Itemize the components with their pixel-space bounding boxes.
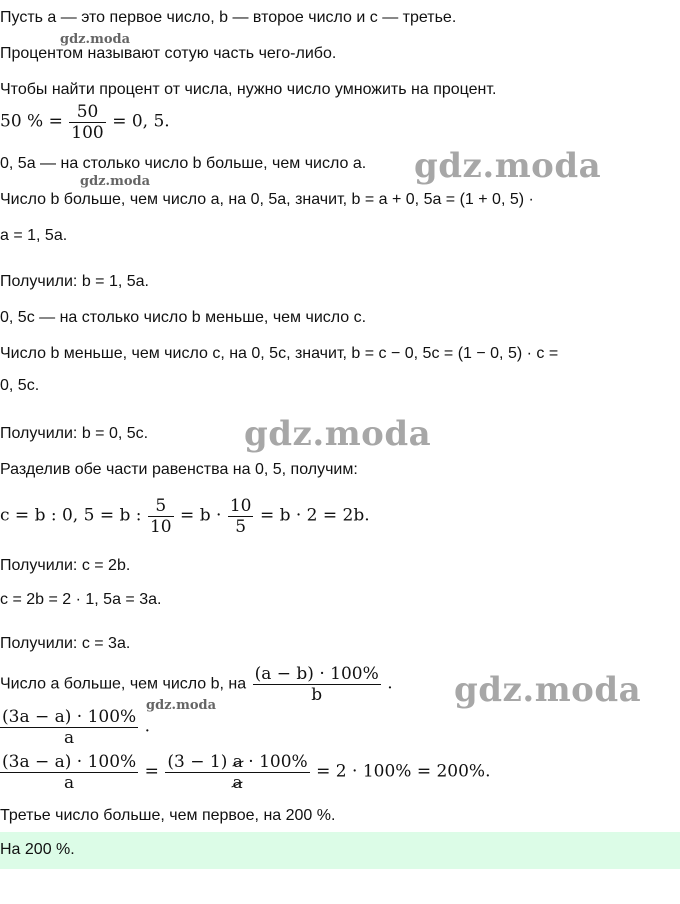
line-got-c-3a: Получили: c = 3a. [0,635,131,652]
watermark-small: gdz.moda [60,32,131,47]
text-a-greater: Число a больше, чем число b, на [0,675,247,693]
fraction-denominator: b [311,685,323,705]
eq-lhs: 50 % = [0,111,63,132]
line-percent-rule: Чтобы найти процент от числа, нужно число умножить на процент. [0,81,497,98]
line-b-derivation: Число b больше, чем число a, на 0, 5a, значит, b = a + 0, 5a = (1 + 0, 5) · [0,191,534,208]
period: . [144,716,151,737]
fraction-denominator: a [64,773,75,793]
line-got-b: Получили: b = 1, 5a. [0,273,149,290]
fraction-denominator: 100 [71,123,104,143]
line-final-calc [0,752,491,793]
line-divide: Разделив обе части равенства на 0, 5, получим: [0,461,358,478]
fraction-50-100 [69,102,105,143]
watermark-small: gdz.moda [80,174,151,189]
line-fifty-percent [0,102,170,143]
equals-sign: = [144,761,159,782]
fraction-denominator: 10 [149,517,172,537]
fraction-numerator: 10 [229,496,252,516]
fraction-numerator: (3a − a) · 100% [2,752,137,772]
watermark-large: gdz.moda [414,146,602,186]
fraction-denominator: 5 [235,517,247,537]
line-percent-definition: Процентом называют сотую часть чего-либо. [0,45,337,62]
answer-text: На 200 %. [0,841,75,858]
num-part-b: · 100% [248,752,308,772]
cancelled-a: a [232,752,243,772]
answer-box [0,832,680,869]
line-b-result: a = 1, 5a. [0,227,68,244]
watermark-large: gdz.moda [454,670,642,710]
line-c-difference: 0, 5c — на столько число b меньше, чем число c. [0,309,367,326]
line-c-derivation: Число b меньше, чем число c, на 0, 5c, значит, b = c − 0, 5c = (1 − 0, 5) · c = [0,345,559,362]
line-got-c-2b: Получили: c = 2b. [0,557,131,574]
line-conclusion: Третье число больше, чем первое, на 200 %. [0,807,336,824]
fraction-numerator [165,752,309,773]
eq-result: = 2 · 100% = 200%. [316,761,491,782]
line-variables: Пусть a — это первое число, b — второе число и c — третье. [0,9,457,26]
line-c-result: 0, 5c. [0,377,40,394]
watermark-small: gdz.moda [146,698,217,713]
fraction-final-1 [0,752,138,793]
fraction-numerator: 50 [69,102,105,123]
fraction-10-5 [228,496,254,537]
fraction-5-10 [148,496,174,537]
eq-part-3: = b · 2 = 2b. [259,505,370,526]
fraction-final-2 [165,752,309,793]
eq-rhs: = 0, 5. [112,111,170,132]
fraction-denominator [165,773,309,793]
fraction-numerator: 5 [148,496,174,517]
fraction-numerator: (3a − a) · 100% [2,707,137,727]
line-got-b-c: Получили: b = 0, 5c. [0,425,149,442]
cancelled-a-den: a [232,773,243,793]
line-b-difference: 0, 5a — на столько число b больше, чем число a. [0,155,367,172]
num-part-a: (3 − 1) [167,752,228,772]
period: . [387,673,393,694]
line-c-calc [0,496,370,537]
line-c-3a: c = 2b = 2 · 1, 5a = 3a. [0,591,162,608]
fraction-numerator: (a − b) · 100% [254,664,379,684]
eq-part-1: c = b : 0, 5 = b : [0,505,142,526]
line-substituted [0,707,150,748]
eq-part-2: = b · [180,505,222,526]
watermark-large: gdz.moda [244,414,432,454]
fraction-percent-formula [253,664,381,705]
fraction-substituted [0,707,138,748]
fraction-denominator: a [64,728,75,748]
